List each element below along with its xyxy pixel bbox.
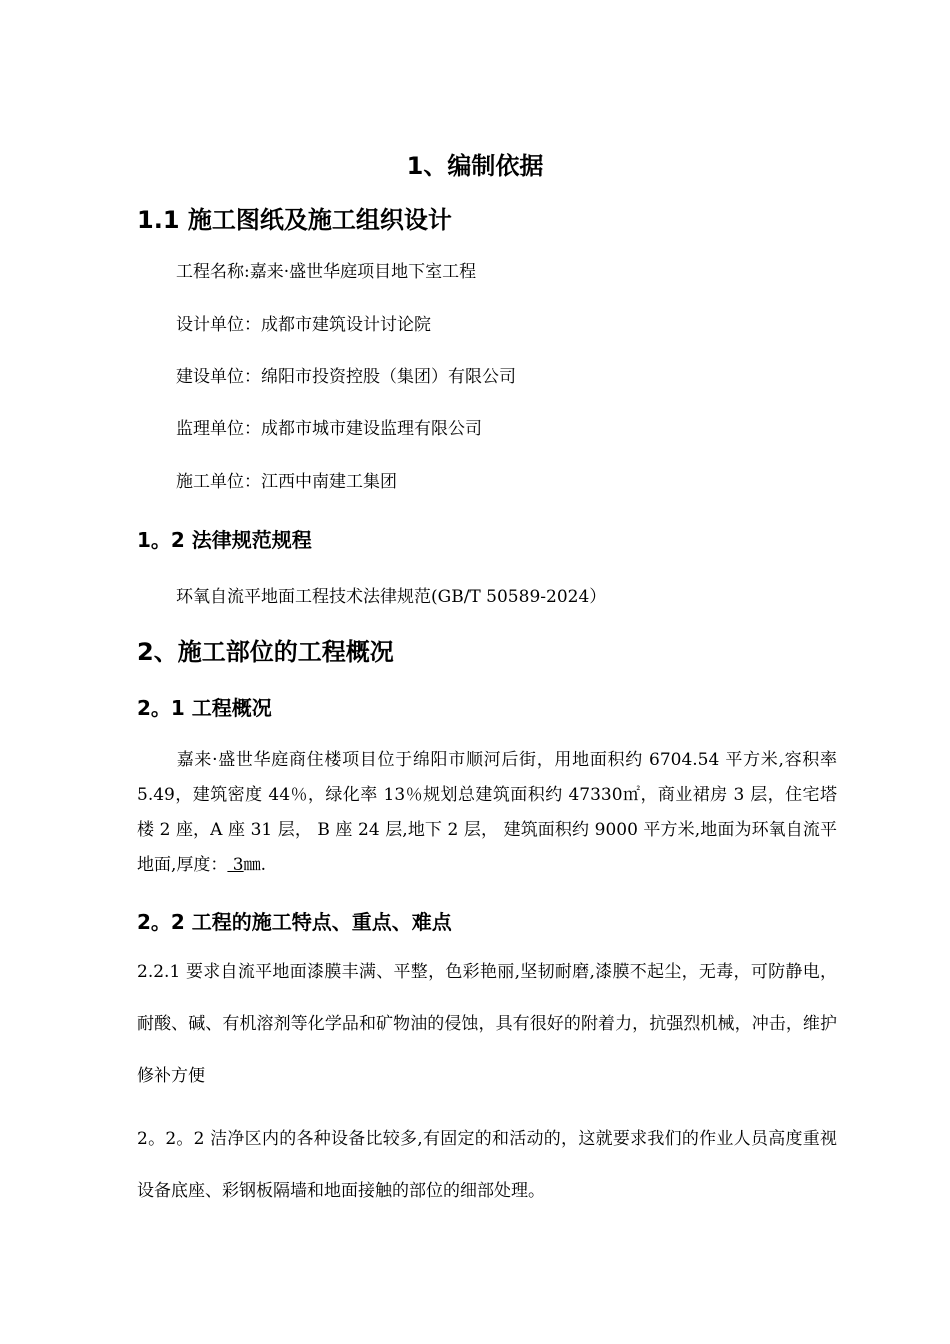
contractor-line: 施工单位：江西中南建工集团 (176, 472, 397, 492)
feature-paragraph-2: 2。2。2 洁净区内的各种设备比较多,有固定的和活动的，这就要求我们的作业人员高度重视设备底座、彩钢板隔墙和地面接触的部位的细部处理。 (137, 1129, 837, 1201)
construction-owner-line: 建设单位：绵阳市投资控股（集团）有限公司 (176, 367, 516, 387)
section-heading-2-1: 2。1 工程概况 (137, 696, 272, 720)
feature-paragraph-1: 2.2.1 要求自流平地面漆膜丰满、平整，色彩艳丽,坚韧耐磨,漆膜不起尘，无毒，可防静电，耐酸、碱、有机溶剂等化学品和矿物油的侵蚀，具有很好的附着力，抗强烈机械，冲击，维护修补方便 (137, 962, 837, 1086)
chapter-heading-2: 2、施工部位的工程概况 (137, 638, 394, 666)
section-heading-2-2: 2。2 工程的施工特点、重点、难点 (137, 910, 452, 934)
supervision-unit-line: 监理单位：成都市城市建设监理有限公司 (176, 419, 482, 439)
chapter-heading-1: 1、编制依据 (406, 152, 544, 180)
design-unit-line: 设计单位：成都市建筑设计讨论院 (176, 315, 431, 335)
overview-text: 嘉来·盛世华庭商住楼项目位于绵阳市顺河后街，用地面积约 6704.54 平方米,容积率 5.49，建筑密度 44％，绿化率 13％规划总建筑面积约 47330㎡，商业裙房 3 层，住宅塔楼 2 座，A 座 31 层， B 座 24 层,地下 2 层， 建筑面积约 9000 平方米,地面为环氧自流平地面,厚度： (137, 750, 837, 875)
section-heading-1-1: 1.1 施工图纸及施工组织设计 (137, 206, 452, 234)
thickness-unit: ㎜. (243, 855, 267, 875)
standard-reference: 环氧自流平地面工程技术法律规范(GB/T 50589-2024） (176, 587, 607, 607)
project-overview-paragraph (137, 743, 837, 883)
project-name-line: 工程名称:嘉来·盛世华庭项目地下室工程 (176, 262, 477, 282)
thickness-value: 3 (227, 855, 244, 875)
section-heading-1-2: 1。2 法律规范规程 (137, 528, 312, 552)
